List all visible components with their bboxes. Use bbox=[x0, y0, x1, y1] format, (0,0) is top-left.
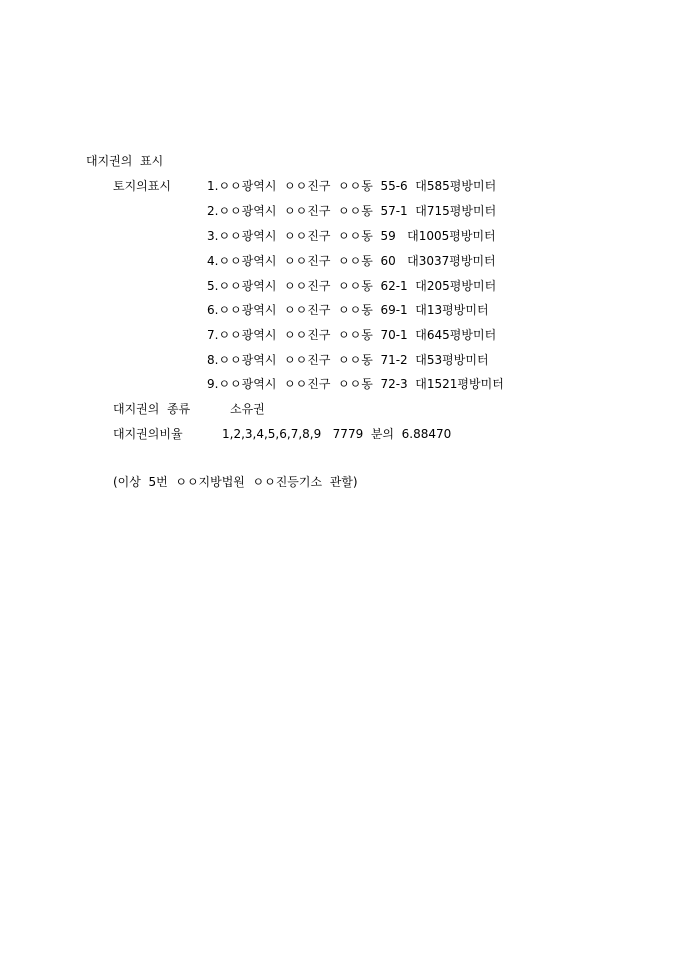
land-item: 1.ㅇㅇ광역시 ㅇㅇ진구 ㅇㅇ동 55-6 대585평방미터 bbox=[207, 179, 497, 193]
land-item: 3.ㅇㅇ광역시 ㅇㅇ진구 ㅇㅇ동 59 대1005평방미터 bbox=[207, 229, 496, 243]
ratio-label: 대지권의비율 bbox=[113, 427, 183, 441]
jurisdiction-note: (이상 5번 ㅇㅇ지방법원 ㅇㅇ진등기소 관할) bbox=[113, 475, 358, 489]
land-item: 6.ㅇㅇ광역시 ㅇㅇ진구 ㅇㅇ동 69-1 대13평방미터 bbox=[207, 303, 489, 317]
land-item: 5.ㅇㅇ광역시 ㅇㅇ진구 ㅇㅇ동 62-1 대205평방미터 bbox=[207, 279, 497, 293]
ratio-value: 1,2,3,4,5,6,7,8,9 7779 분의 6.88470 bbox=[222, 427, 452, 441]
land-item: 9.ㅇㅇ광역시 ㅇㅇ진구 ㅇㅇ동 72-3 대1521평방미터 bbox=[207, 377, 504, 391]
kind-label: 대지권의 종류 bbox=[113, 402, 191, 416]
land-item: 2.ㅇㅇ광역시 ㅇㅇ진구 ㅇㅇ동 57-1 대715평방미터 bbox=[207, 204, 497, 218]
section-title: 대지권의 표시 bbox=[86, 154, 164, 168]
land-item: 4.ㅇㅇ광역시 ㅇㅇ진구 ㅇㅇ동 60 대3037평방미터 bbox=[207, 254, 496, 268]
land-item: 7.ㅇㅇ광역시 ㅇㅇ진구 ㅇㅇ동 70-1 대645평방미터 bbox=[207, 328, 497, 342]
land-label: 토지의표시 bbox=[113, 179, 171, 193]
land-item: 8.ㅇㅇ광역시 ㅇㅇ진구 ㅇㅇ동 71-2 대53평방미터 bbox=[207, 353, 489, 367]
kind-value: 소유권 bbox=[230, 402, 265, 416]
